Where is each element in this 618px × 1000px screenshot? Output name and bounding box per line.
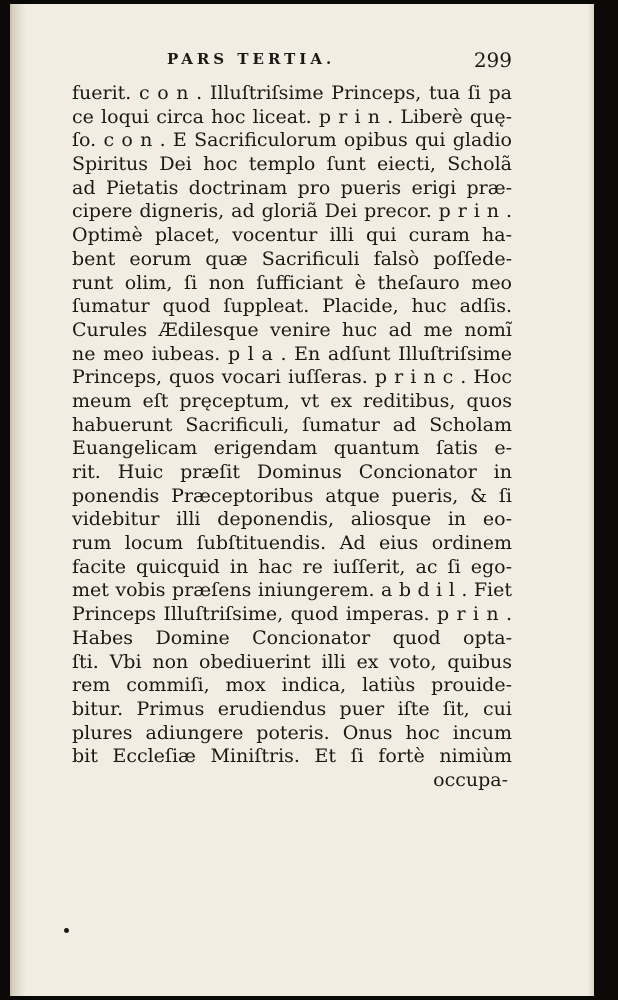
- text-line: ce loqui circa hoc liceat. p r i n . Liberè quę-: [72, 105, 512, 128]
- text-line: plures adiungere poteris. Onus hoc incum: [72, 721, 512, 744]
- text-line: fuerit. c o n . Illuſtriſsime Princeps, tua ſi pa: [72, 82, 512, 104]
- text-line: ad Pietatis doctrinam pro pueris erigi præ-: [72, 176, 512, 199]
- running-title: PARS TERTIA.: [167, 50, 336, 68]
- text-line: bitur. Primus erudiendus puer iſte ſit, cui: [72, 697, 512, 720]
- text-line: ſo. c o n . E Sacrificulorum opibus qui gladio: [72, 129, 512, 152]
- catchword: occupa-: [433, 768, 508, 791]
- text-line: rum locum ſubſtituendis. Ad eius ordinem: [72, 532, 512, 555]
- body-text: [72, 82, 512, 793]
- book-page: [10, 4, 594, 996]
- text-line: Princeps Illuſtriſsime, quod imperas. p r i n .: [72, 603, 512, 626]
- text-line: bent eorum quæ Sacrificuli falsò poſſede-: [72, 247, 512, 270]
- text-line: Curules Ædilesque venire huc ad me nomĩ: [72, 318, 512, 341]
- text-line: bit Eccleſiæ Miniſtris. Et ſi fortè nimiùm: [72, 745, 512, 768]
- gutter-shadow: [12, 4, 26, 996]
- text-line: Habes Domine Concionator quod opta-: [72, 626, 512, 649]
- page-header: [72, 48, 512, 74]
- text-line: habuerunt Sacrificuli, ſumatur ad Scholam: [72, 413, 512, 436]
- text-line: meum eſt pręceptum, vt ex reditibus, quos: [72, 389, 512, 412]
- page-edge: [588, 4, 594, 996]
- text-line: ponendis Præceptoribus atque pueris, & ſi: [72, 484, 512, 507]
- text-line: rit. Huic præſit Dominus Concionator in: [72, 461, 512, 483]
- text-line: cipere digneris, ad gloriã Dei precor. p r i n .: [72, 200, 512, 223]
- text-line: facite quicquid in hac re iuſſerit, ac ſi ego-: [72, 555, 512, 578]
- text-line: Optimè placet, vocentur illi qui curam ha-: [72, 224, 512, 247]
- text-line: Princeps, quos vocari iuſſeras. p r i n c . Hoc: [72, 366, 512, 389]
- ink-dot: [64, 928, 69, 933]
- text-line: runt olim, ſi non ſufficiant è theſauro meo: [72, 271, 512, 294]
- text-line: Spiritus Dei hoc templo ſunt eiecti, Scholã: [72, 153, 512, 176]
- text-line: met vobis præſens iniungerem. a b d i l . Fiet: [72, 579, 512, 602]
- page-number: 299: [473, 48, 512, 72]
- text-line: ſti. Vbi non obediuerint illi ex voto, quibus: [72, 650, 512, 673]
- text-line: ne meo iubeas. p l a . En adſunt Illuſtriſsime: [72, 342, 512, 365]
- text-line: Euangelicam erigendam quantum ſatis e-: [72, 437, 512, 460]
- text-line: ſumatur quod ſuppleat. Placide, huc adſis.: [72, 295, 512, 318]
- text-line: rem commiſi, mox indica, latiùs prouide-: [72, 674, 512, 697]
- text-line: videbitur illi deponendis, aliosque in eo-: [72, 508, 512, 531]
